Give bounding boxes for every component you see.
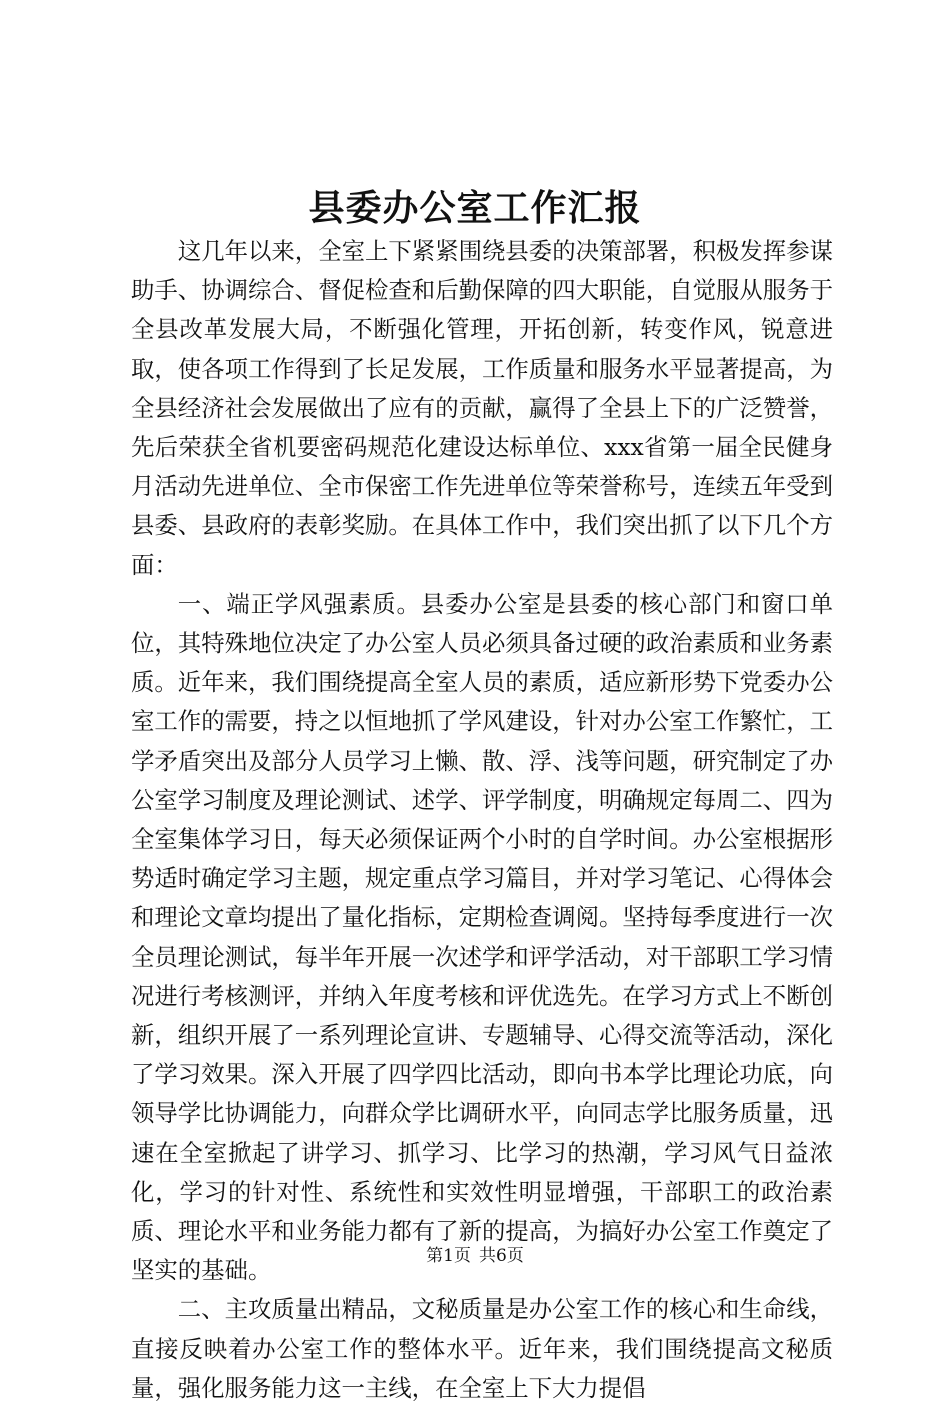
paragraph-section-2: 二、主攻质量出精品，文秘质量是办公室工作的核心和生命线，直接反映着办公室工作的整体水平。近年来，我们围绕提高文秘质量，强化服务能力这一主线，在全室上下大力提倡 <box>131 1295 833 1402</box>
page-number: 第1页 <box>426 1246 471 1266</box>
document-title: 县委办公室工作汇报 <box>308 187 642 229</box>
document-body <box>131 232 833 1408</box>
paragraph-intro: 这几年以来，全室上下紧紧围绕县委的决策部署，积极发挥参谋助手、协调综合、督促检查和后勤保障的四大职能，自觉服从服务于全县改革发展大局，不断强化管理，开拓创新，转变作风，锐意进取，使各项工作得到了长足发展，工作质量和服务水平显著提高，为全县经济社会发展做出了应有的贡献，赢得了全县上下的广泛赞誉，先后荣获全省机要密码规范化建设达标单位、xxx省第一届全民健身月活动先进单位、全市保密工作先进单位等荣誉称号，连续五年受到县委、县政府的表彰奖励。在具体工作中，我们突出抓了以下几个方面： <box>131 237 833 579</box>
page-footer <box>0 1244 950 1268</box>
paragraph-section-1: 一、端正学风强素质。县委办公室是县委的核心部门和窗口单位，其特殊地位决定了办公室人员必须具备过硬的政治素质和业务素质。近年来，我们围绕提高全室人员的素质，适应新形势下党委办公室工作的需要，持之以恒地抓了学风建设，针对办公室工作繁忙，工学矛盾突出及部分人员学习上懒、散、浮、浅等问题，研究制定了办公室学习制度及理论测试、述学、评学制度，明确规定每周二、四为全室集体学习日，每天必须保证两个小时的自学时间。办公室根据形势适时确定学习主题，规定重点学习篇目，并对学习笔记、心得体会和理论文章均提出了量化指标，定期检查调阅。坚持每季度进行一次全员理论测试，每半年开展一次述学和评学活动，对干部职工学习情况进行考核测评，并纳入年度考核和评优选先。在学习方式上不断创新，组织开展了一系列理论宣讲、专题辅导、心得交流等活动，深化了学习效果。深入开展了四学四比活动，即向书本学比理论功底，向领导学比协调能力，向群众学比调研水平，向同志学比服务质量，迅速在全室掀起了讲学习、抓学习、比学习的热潮，学习风气日益浓化，学习的针对性、系统性和实效性明显增强，干部职工的政治素质、理论水平和业务能力都有了新的提高，为搞好办公室工作奠定了坚实的基础。 <box>131 589 833 1285</box>
page-total: 共6页 <box>479 1246 524 1266</box>
